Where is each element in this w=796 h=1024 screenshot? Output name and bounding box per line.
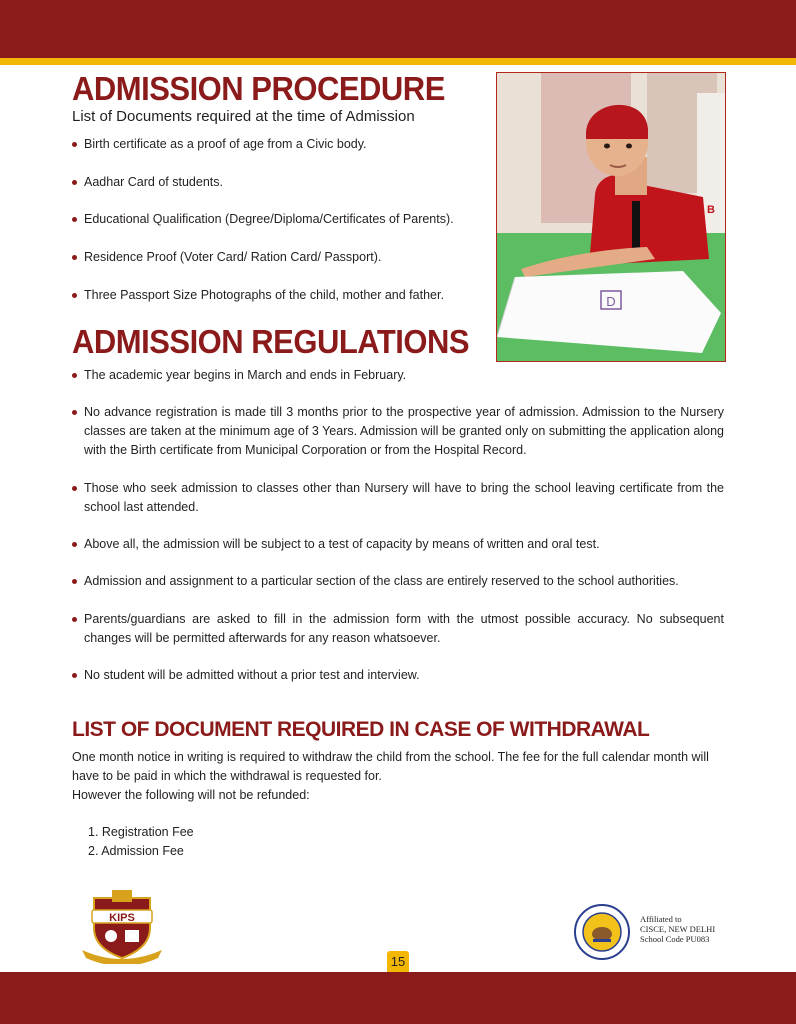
bullet-icon	[72, 542, 77, 547]
bullet-icon	[72, 673, 77, 678]
bullet-icon	[72, 293, 77, 298]
bullet-icon	[72, 373, 77, 378]
regulation-item: No advance registration is made till 3 months prior to the prospective year of admission. Admission to the Nursery classes are taken at the minimum age of 3 Years. Admission will be granted only on submitting the application along with the Birth certificate from Municipal Corporation or from the Hospital Record.	[72, 403, 724, 460]
bullet-icon	[72, 255, 77, 260]
procedure-item: Aadhar Card of students.	[72, 173, 492, 192]
withdrawal-paragraph: One month notice in writing is required to withdraw the child from the school. The fee for the full calendar month will have to be paid in which the withdrawal is requested for.	[72, 750, 709, 783]
bullet-icon	[72, 180, 77, 185]
footer-band	[0, 972, 796, 1024]
bullet-icon	[72, 486, 77, 491]
list-item: 1. Registration Fee	[88, 825, 194, 839]
bullet-icon	[72, 579, 77, 584]
procedure-item: Residence Proof (Voter Card/ Ration Card/ Passport).	[72, 248, 492, 267]
bullet-icon	[72, 617, 77, 622]
regulation-item: Admission and assignment to a particular section of the class are entirely reserved to the school authorities.	[72, 572, 724, 591]
kips-logo	[78, 888, 166, 964]
regulation-item: The academic year begins in March and ends in February.	[72, 366, 724, 385]
procedure-title: ADMISSION PROCEDURE	[72, 70, 445, 108]
svg-text:KIPS: KIPS	[109, 912, 135, 924]
non-refundable-list	[88, 823, 194, 861]
regulation-item: Those who seek admission to classes other than Nursery will have to bring the school leaving certificate from the school last attended.	[72, 479, 724, 517]
list-item: 2. Admission Fee	[88, 844, 184, 858]
council-seal-logo	[573, 903, 631, 961]
withdrawal-title: LIST OF DOCUMENT REQUIRED IN CASE OF WITHDRAWAL	[72, 718, 650, 741]
regulation-item: Parents/guardians are asked to fill in the admission form with the utmost possible accuracy. No subsequent changes will be permitted afterwards for any reason whatsoever.	[72, 610, 724, 648]
procedure-item: Birth certificate as a proof of age from a Civic body.	[72, 135, 492, 154]
bullet-icon	[72, 410, 77, 415]
regulations-title: ADMISSION REGULATIONS	[72, 323, 470, 361]
svg-text:D: D	[606, 294, 616, 309]
affiliation-text: Affiliated to CISCE, NEW DELHI School Code PU083	[640, 914, 716, 944]
withdrawal-note: However the following will not be refunded:	[72, 788, 310, 802]
bullet-icon	[72, 217, 77, 222]
header-accent-stripe	[0, 58, 796, 65]
procedure-item: Educational Qualification (Degree/Diploma/Certificates of Parents).	[72, 210, 492, 229]
procedure-subtitle: List of Documents required at the time of Admission	[72, 108, 415, 125]
svg-text:B: B	[707, 204, 715, 216]
bullet-icon	[72, 142, 77, 147]
regulation-item: Above all, the admission will be subject to a test of capacity by means of written and oral test.	[72, 535, 724, 554]
header-band	[0, 0, 796, 58]
page-number: 15	[387, 951, 409, 972]
child-writing-illustration	[497, 73, 725, 361]
procedure-item: Three Passport Size Photographs of the child, mother and father.	[72, 286, 492, 305]
student-photo	[496, 72, 726, 362]
regulation-item: No student will be admitted without a prior test and interview.	[72, 666, 724, 685]
